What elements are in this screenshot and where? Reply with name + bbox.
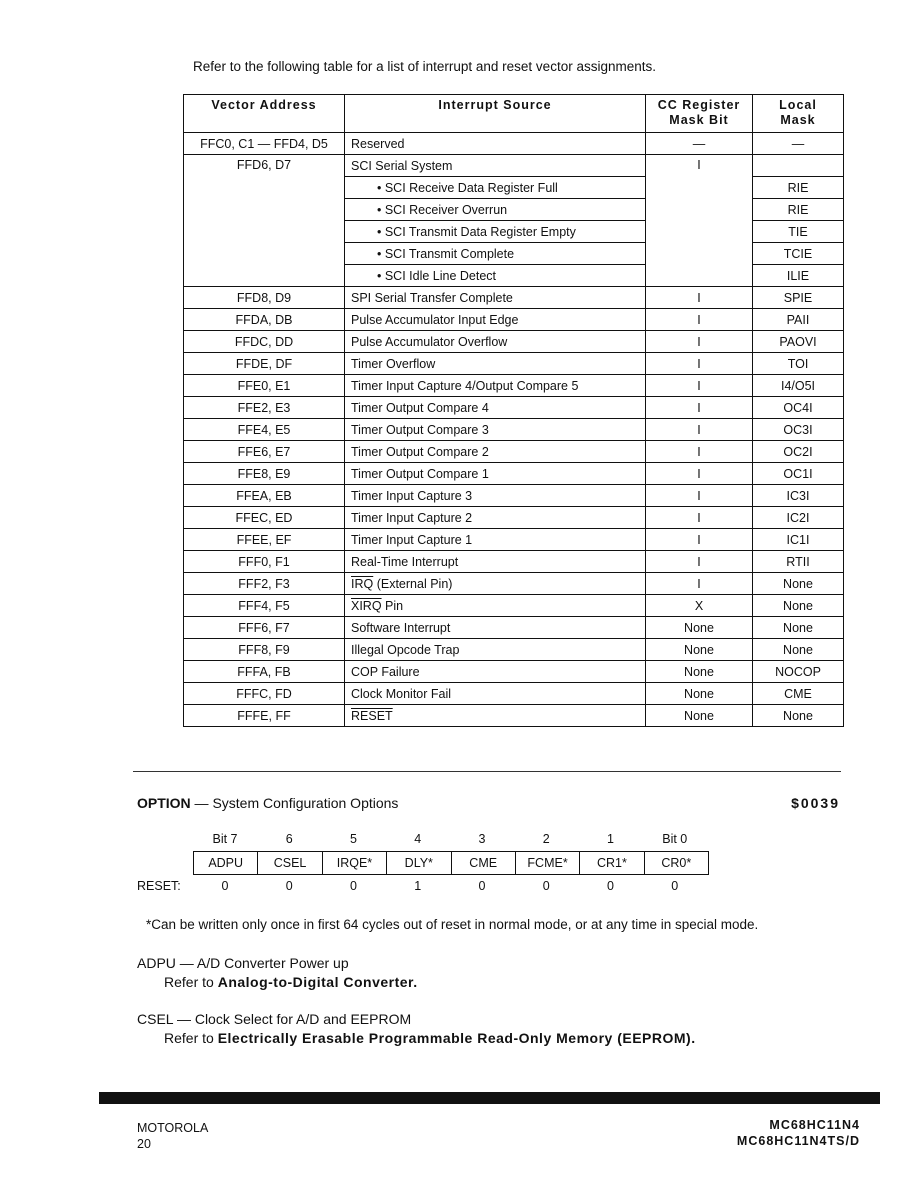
interrupt-source: Timer Output Compare 4 [345, 397, 646, 419]
vector-address: FFEE, EF [184, 529, 345, 551]
register-bit: ADPU [194, 852, 258, 874]
register-bit: FCME* [516, 852, 580, 874]
bit-number: 5 [350, 832, 357, 846]
interrupt-source: Clock Monitor Fail [345, 683, 646, 705]
part-number: MC68HC11N4 [769, 1118, 860, 1132]
reset-value: 0 [221, 879, 229, 893]
table-row [184, 353, 844, 375]
cc-mask-bit: None [646, 683, 753, 705]
footer-right [737, 1117, 860, 1149]
reset-value: 0 [671, 879, 679, 893]
interrupt-source: • SCI Transmit Complete [345, 243, 646, 265]
interrupt-source: Timer Output Compare 1 [345, 463, 646, 485]
bit-number: 2 [542, 832, 550, 846]
reset-value: 0 [350, 879, 357, 893]
interrupt-source: Timer Input Capture 2 [345, 507, 646, 529]
cc-mask-bit: I [646, 551, 753, 573]
bit-number: 4 [414, 832, 422, 846]
vector-address: FFD6, D7 [184, 155, 345, 287]
table-row [184, 287, 844, 309]
interrupt-source: • SCI Receiver Overrun [345, 199, 646, 221]
cc-mask-bit: I [646, 375, 753, 397]
interrupt-source: RESET [345, 705, 646, 727]
register-address: $0039 [791, 795, 840, 811]
header-vector-address: Vector Address [184, 95, 345, 133]
reset-label: RESET: [137, 879, 181, 893]
option-register [193, 851, 709, 875]
cc-mask-bit: I [646, 287, 753, 309]
interrupt-source: COP Failure [345, 661, 646, 683]
vector-address: FFE6, E7 [184, 441, 345, 463]
cc-mask-bit: I [646, 331, 753, 353]
local-mask: TOI [753, 353, 844, 375]
local-mask: RTII [753, 551, 844, 573]
cc-mask-bit: I [646, 441, 753, 463]
interrupt-source: Reserved [345, 133, 646, 155]
local-mask: — [753, 133, 844, 155]
local-mask: TIE [753, 221, 844, 243]
reset-value: 0 [478, 879, 486, 893]
local-mask: RIE [753, 177, 844, 199]
interrupt-source: $\overline{IRQ}$ (External Pin) [345, 573, 646, 595]
local-mask [753, 155, 844, 177]
table-row [184, 331, 844, 353]
vector-address: FFF8, F9 [184, 639, 345, 661]
table-row [184, 397, 844, 419]
page-number: 20 [137, 1137, 151, 1151]
register-title: OPTION — System Configuration Options [137, 795, 399, 811]
local-mask: OC1I [753, 463, 844, 485]
interrupt-source: Pulse Accumulator Input Edge [345, 309, 646, 331]
table-row [184, 529, 844, 551]
table-row [184, 485, 844, 507]
local-mask: SPIE [753, 287, 844, 309]
register-bit: DLY* [387, 852, 451, 874]
vector-address: FFE4, E5 [184, 419, 345, 441]
reset-value: 1 [414, 879, 422, 893]
intro-text: Refer to the following table for a list of interrupt and reset vector assignments. [193, 59, 656, 74]
register-bit: CR1* [580, 852, 644, 874]
footer-company: MOTOROLA [137, 1121, 209, 1135]
local-mask: IC2I [753, 507, 844, 529]
table-row [184, 419, 844, 441]
header-interrupt-source: Interrupt Source [345, 95, 646, 133]
local-mask: PAII [753, 309, 844, 331]
interrupt-source: SPI Serial Transfer Complete [345, 287, 646, 309]
interrupt-source: Timer Input Capture 3 [345, 485, 646, 507]
register-bit: CR0* [661, 856, 692, 870]
cc-mask-bit: None [646, 617, 753, 639]
bit-number: Bit 0 [662, 832, 688, 846]
cc-mask-bit: I [646, 507, 753, 529]
vector-address: FFFC, FD [184, 683, 345, 705]
table-row [184, 595, 844, 617]
table-row [184, 507, 844, 529]
bit-number: 1 [607, 832, 614, 846]
interrupt-source: SCI Serial System [345, 155, 646, 177]
cc-mask-bit: I [646, 397, 753, 419]
cc-mask-bit: I [646, 419, 753, 441]
interrupt-source: Timer Input Capture 1 [345, 529, 646, 551]
local-mask: CME [753, 683, 844, 705]
interrupt-source: Timer Input Capture 4/Output Compare 5 [345, 375, 646, 397]
local-mask: IC3I [753, 485, 844, 507]
register-bit: CME [452, 852, 516, 874]
bit-number: Bit 7 [212, 832, 238, 846]
interrupt-source: • SCI Receive Data Register Full [345, 177, 646, 199]
bit-number: 6 [285, 832, 293, 846]
table-row [184, 551, 844, 573]
interrupt-source: XIRQ Pin [345, 595, 646, 617]
cc-mask-bit: I [646, 573, 753, 595]
table-row [184, 441, 844, 463]
local-mask: None [753, 705, 844, 727]
vector-address: FFEC, ED [184, 507, 345, 529]
interrupt-source: Pulse Accumulator Overflow [345, 331, 646, 353]
csel-reference: Refer to Electrically Erasable Programmable Read-Only Memory (EEPROM). [164, 1030, 696, 1046]
interrupt-source: • SCI Transmit Data Register Empty [345, 221, 646, 243]
cc-mask-bit: I [646, 155, 753, 287]
cc-mask-bit: I [646, 463, 753, 485]
local-mask: IC1I [753, 529, 844, 551]
adpu-reference: Refer to Analog-to-Digital Converter. [164, 974, 418, 990]
header-cc-mask: CC Register Mask Bit [646, 95, 753, 133]
reset-value: 0 [607, 879, 614, 893]
vector-address: FFE2, E3 [184, 397, 345, 419]
vector-address: FFDA, DB [184, 309, 345, 331]
interrupt-source: Software Interrupt [345, 617, 646, 639]
bit-number: 3 [478, 832, 486, 846]
vector-address: FFD8, D9 [184, 287, 345, 309]
vector-address: FFF4, F5 [184, 595, 345, 617]
document-number: MC68HC11N4TS/D [736, 1134, 860, 1148]
table-row [184, 155, 844, 177]
cc-mask-bit: None [646, 639, 753, 661]
vector-table [183, 94, 844, 727]
cc-mask-bit: I [646, 309, 753, 331]
register-bit: IRQE* [323, 852, 387, 874]
vector-address: FFE0, E1 [184, 375, 345, 397]
table-row [184, 133, 844, 155]
table-row [184, 683, 844, 705]
interrupt-source: Illegal Opcode Trap [345, 639, 646, 661]
footnote: *Can be written only once in first 64 cycles out of reset in normal mode, or at any time in special mode. [146, 917, 759, 932]
interrupt-source: Timer Output Compare 2 [345, 441, 646, 463]
local-mask: OC3I [753, 419, 844, 441]
cc-mask-bit: — [646, 133, 753, 155]
reset-value: 0 [285, 879, 293, 893]
interrupt-source: • SCI Idle Line Detect [345, 265, 646, 287]
interrupt-source: Timer Overflow [345, 353, 646, 375]
local-mask: NOCOP [753, 661, 844, 683]
local-mask: None [753, 573, 844, 595]
local-mask: OC2I [753, 441, 844, 463]
table-row [184, 375, 844, 397]
table-row [184, 573, 844, 595]
local-mask: OC4I [753, 397, 844, 419]
table-row [184, 617, 844, 639]
table-header-row [184, 95, 844, 133]
section-divider [133, 771, 841, 772]
table-row [184, 661, 844, 683]
header-local-mask: Local Mask [753, 95, 844, 133]
vector-address: FFEA, EB [184, 485, 345, 507]
local-mask: TCIE [753, 243, 844, 265]
vector-address: FFF6, F7 [184, 617, 345, 639]
cc-mask-bit: I [646, 529, 753, 551]
local-mask: ILIE [753, 265, 844, 287]
vector-address: FFE8, E9 [184, 463, 345, 485]
vector-address: FFC0, C1 — FFD4, D5 [184, 133, 345, 155]
local-mask: I4/O5I [753, 375, 844, 397]
local-mask: PAOVI [753, 331, 844, 353]
local-mask: None [753, 595, 844, 617]
table-row [184, 309, 844, 331]
vector-address: FFDE, DF [184, 353, 345, 375]
footer-bar [99, 1092, 880, 1104]
table-row [184, 639, 844, 661]
vector-address: FFFA, FB [184, 661, 345, 683]
cc-mask-bit: X [646, 595, 753, 617]
table-row [184, 463, 844, 485]
reset-value: 0 [542, 879, 550, 893]
csel-heading: CSEL — Clock Select for A/D and EEPROM [137, 1011, 412, 1027]
local-mask: None [753, 639, 844, 661]
register-bit: CSEL [258, 852, 322, 874]
cc-mask-bit: I [646, 353, 753, 375]
cc-mask-bit: None [646, 705, 753, 727]
local-mask: RIE [753, 199, 844, 221]
table-row [184, 705, 844, 727]
vector-address: FFF2, F3 [184, 573, 345, 595]
vector-address: FFF0, F1 [184, 551, 345, 573]
footer-left [137, 1120, 208, 1152]
cc-mask-bit: None [646, 661, 753, 683]
vector-address: FFDC, DD [184, 331, 345, 353]
local-mask: None [753, 617, 844, 639]
adpu-heading: ADPU — A/D Converter Power up [137, 955, 349, 971]
cc-mask-bit: I [646, 485, 753, 507]
interrupt-source: Real-Time Interrupt [345, 551, 646, 573]
vector-address: FFFE, FF [184, 705, 345, 727]
interrupt-source: Timer Output Compare 3 [345, 419, 646, 441]
